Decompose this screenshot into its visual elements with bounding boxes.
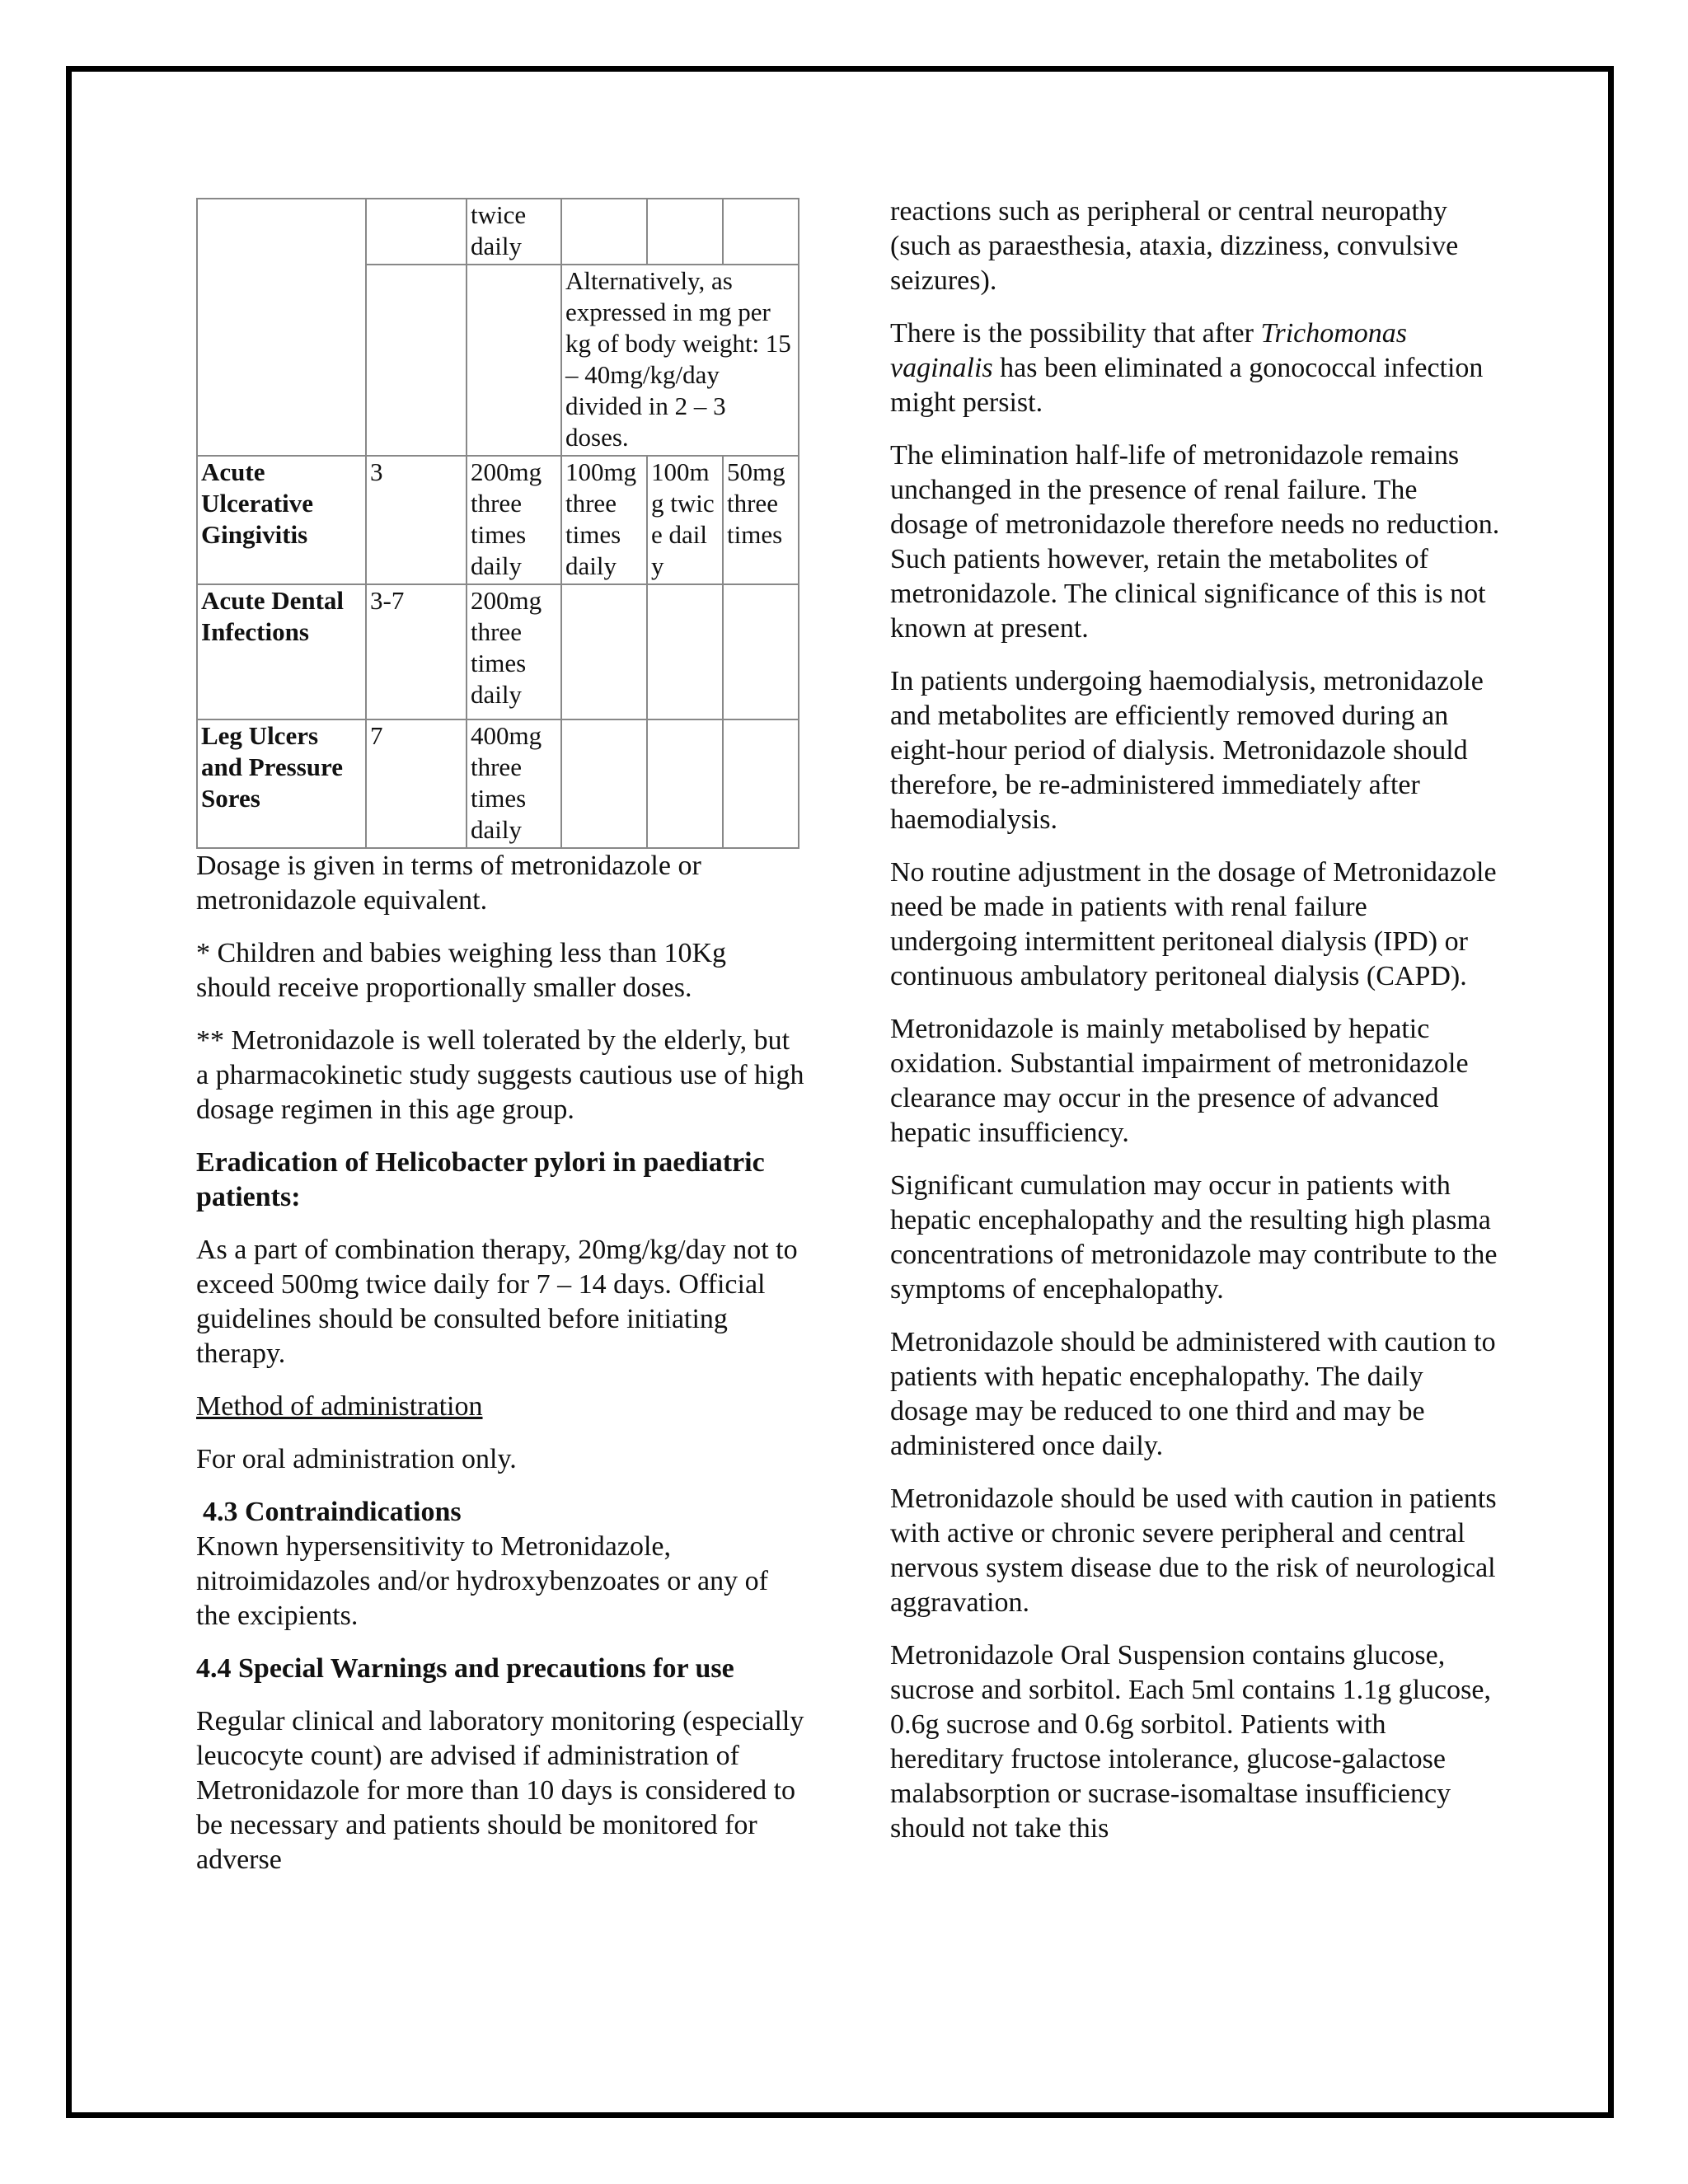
table-cell	[561, 584, 647, 719]
paragraph: No routine adjustment in the dosage of Metronidazole need be made in patients with renal failure undergoing intermittent peritoneal dialysis (IPD) or continuous ambulatory peritoneal dialysis (CAPD).	[890, 857, 1497, 991]
table-cell	[647, 584, 723, 719]
table-cell: 50mg three times	[723, 456, 799, 584]
method-text: For oral administration only.	[196, 1444, 517, 1474]
table-cell-indication: Leg Ulcers and Pressure Sores	[197, 719, 366, 848]
text-run: has been eliminated a gonococcal infection might persist.	[890, 353, 1484, 418]
table-cell: 3-7	[366, 584, 467, 719]
table-cell-alternative: Alternatively, as expressed in mg per kg of body weight: 15 – 40mg/kg/day divided in 2 – 3 doses.	[561, 265, 799, 456]
table-row	[197, 584, 799, 719]
table-row	[197, 719, 799, 848]
table-cell	[561, 199, 647, 265]
contraindications-heading: 4.3 Contraindications	[203, 1497, 462, 1527]
table-cell: 200mg three times daily	[467, 456, 561, 584]
table-cell	[467, 265, 561, 456]
contraindications-text: Known hypersensitivity to Metronidazole, nitroimidazoles and/or hydroxybenzoates or any of the excipients.	[196, 1531, 768, 1631]
table-row	[197, 456, 799, 584]
text-run: There is the possibility that after	[890, 318, 1261, 349]
paragraph: Significant cumulation may occur in patients with hepatic encephalopathy and the resulting high plasma concentrations of metronidazole may contribute to the symptoms of encephalopathy.	[890, 1170, 1498, 1305]
table-cell	[723, 584, 799, 719]
dosage-note: Dosage is given in terms of metronidazole or metronidazole equivalent.	[196, 851, 701, 916]
table-cell: 400mg three times daily	[467, 719, 561, 848]
paragraph: Metronidazole should be used with caution in patients with active or chronic severe peripheral and central nervous system disease due to the risk of neurological aggravation.	[890, 1483, 1497, 1618]
helicobacter-heading: Eradication of Helicobacter pylori in paediatric patients:	[196, 1147, 765, 1212]
dosage-table	[196, 198, 799, 849]
table-cell	[647, 719, 723, 848]
table-cell	[366, 199, 467, 265]
elderly-note: ** Metronidazole is well tolerated by the elderly, but a pharmacokinetic study suggests cautious use of high dosage regimen in this age group.	[196, 1025, 804, 1125]
paragraph: In patients undergoing haemodialysis, metronidazole and metabolites are efficiently removed during an eight-hour period of dialysis. Metronidazole should therefore, be re-administered immediately after haemodialysis.	[890, 666, 1484, 835]
warnings-text: Regular clinical and laboratory monitoring (especially leucocyte count) are advised if administration of Metronidazole for more than 10 days is considered to be necessary and patients should be monitored for adverse	[196, 1706, 804, 1875]
table-cell: 7	[366, 719, 467, 848]
helicobacter-text: As a part of combination therapy, 20mg/kg/day not to exceed 500mg twice daily for 7 – 14 days. Official guidelines should be consulted before initiating therapy.	[196, 1235, 798, 1369]
method-heading: Method of administration	[196, 1391, 483, 1422]
left-column	[196, 198, 806, 1896]
table-cell	[723, 199, 799, 265]
table-cell	[366, 265, 467, 456]
right-column	[890, 194, 1500, 1864]
children-note: * Children and babies weighing less than 10Kg should receive proportionally smaller doses.	[196, 938, 727, 1003]
table-cell	[723, 719, 799, 848]
table-cell	[561, 719, 647, 848]
paragraph: reactions such as peripheral or central neuropathy (such as paraesthesia, ataxia, dizziness, convulsive seizures).	[890, 196, 1459, 296]
table-cell: twice daily	[467, 199, 561, 265]
table-cell: 100mg twice daily	[647, 456, 723, 584]
table-cell: 100mg three times daily	[561, 456, 647, 584]
warnings-heading: 4.4 Special Warnings and precautions for use	[196, 1653, 734, 1684]
table-row	[197, 199, 799, 265]
table-cell	[647, 199, 723, 265]
table-cell: 3	[366, 456, 467, 584]
italic-species-name: Trichomonas vaginalis	[890, 318, 1408, 383]
table-cell-indication: Acute Dental Infections	[197, 584, 366, 719]
paragraph: Metronidazole is mainly metabolised by hepatic oxidation. Substantial impairment of metronidazole clearance may occur in the presence of advanced hepatic insufficiency.	[890, 1014, 1469, 1148]
table-cell: 200mg three times daily	[467, 584, 561, 719]
paragraph-trichomonas	[890, 316, 1500, 420]
table-cell	[197, 199, 366, 456]
table-cell-indication: Acute Ulcerative Gingivitis	[197, 456, 366, 584]
paragraph: The elimination half-life of metronidazole remains unchanged in the presence of renal failure. The dosage of metronidazole therefore needs no reduction. Such patients however, retain the metabolites of metronidazole. The clinical significance of this is not known at present.	[890, 440, 1500, 644]
paragraph: Metronidazole should be administered with caution to patients with hepatic encephalopathy. The daily dosage may be reduced to one third and may be administered once daily.	[890, 1327, 1496, 1461]
paragraph: Metronidazole Oral Suspension contains glucose, sucrose and sorbitol. Each 5ml contains 1.1g glucose, 0.6g sucrose and 0.6g sorbitol. Patients with hereditary fructose intolerance, glucose-galactose malabsorption or sucrase-isomaltase insufficiency should not take this	[890, 1640, 1491, 1844]
